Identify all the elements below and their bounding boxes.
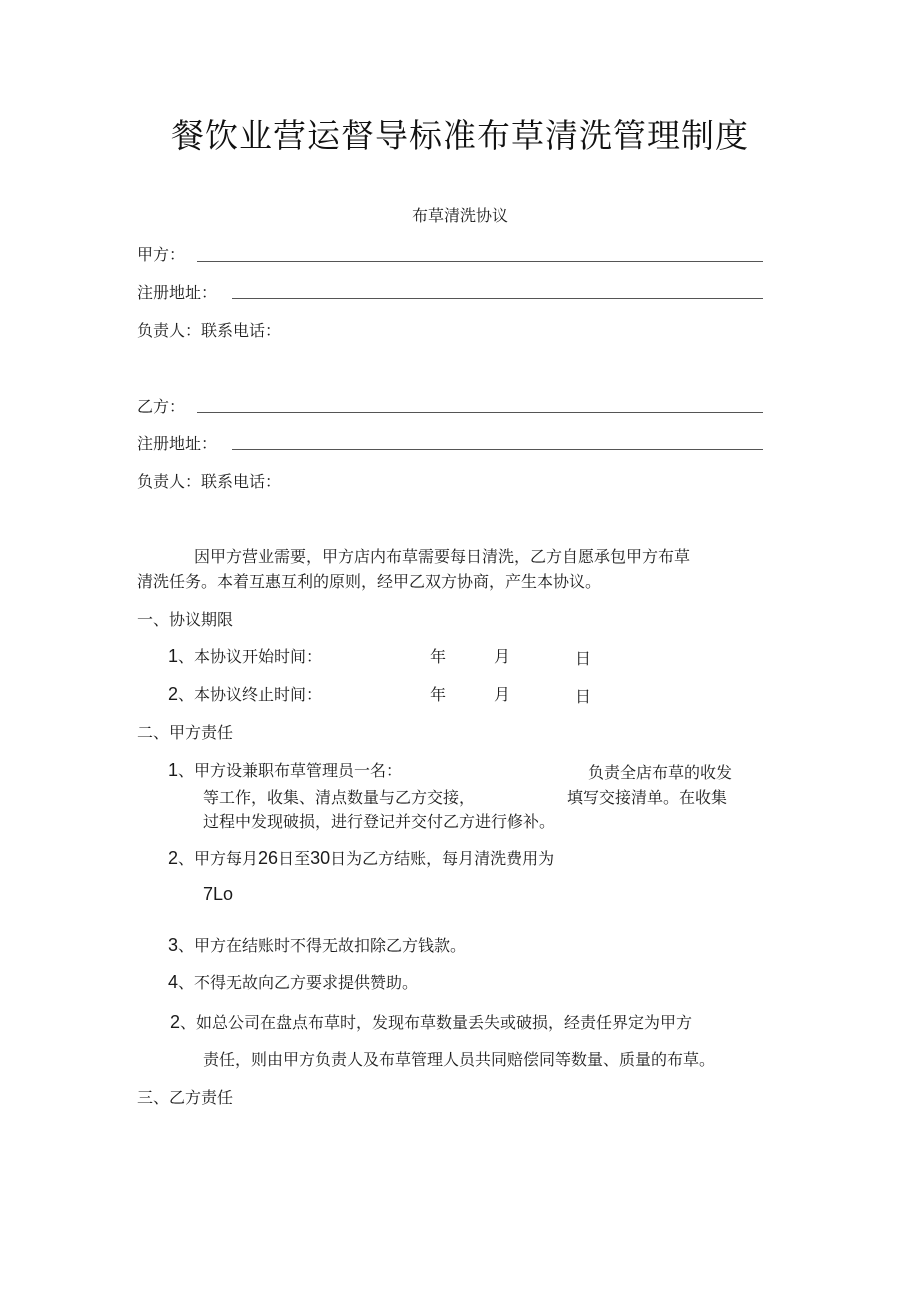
a-duty-1-number: 1 bbox=[168, 760, 179, 780]
a-duty-3-number: 3 bbox=[168, 935, 179, 955]
a-duty-1-line-2b: 填写交接清单。在收集 bbox=[567, 788, 728, 807]
term-start-line bbox=[168, 644, 322, 667]
a-duty-5-line-2: 责任，则由甲方负责人及布草管理人员共同赔偿同等数量、质量的布草。 bbox=[203, 1050, 716, 1069]
a-duty-4-text: 、不得无故向乙方要求提供赞助。 bbox=[178, 973, 419, 992]
party-a-contact-label: 负责人：联系电话： bbox=[137, 321, 282, 340]
a-duty-1-text-1a: 、甲方设兼职布草管理员一名： bbox=[178, 761, 403, 780]
party-b-address-label: 注册地址： bbox=[137, 434, 218, 453]
agreement-subtitle: 布草清洗协议 bbox=[411, 206, 508, 225]
a-duty-5-number: 2 bbox=[170, 1012, 181, 1032]
monthly-fee-value: 7Lo bbox=[203, 884, 234, 904]
section-3-heading: 三、乙方责任 bbox=[137, 1088, 234, 1107]
term-end-label: 、本协议终止时间： bbox=[178, 685, 323, 704]
party-a-address-blank-line bbox=[232, 298, 763, 299]
settle-end-day: 30 bbox=[310, 848, 331, 868]
a-duty-1-line-3: 过程中发现破损，进行登记并交付乙方进行修补。 bbox=[203, 812, 556, 831]
term-start-day: 日 bbox=[575, 649, 592, 668]
a-duty-4-number: 4 bbox=[168, 972, 179, 992]
a-duty-5-line-1 bbox=[170, 1010, 692, 1033]
a-duty-2-number: 2 bbox=[168, 848, 179, 868]
party-b-address-blank-line bbox=[232, 449, 763, 450]
term-start-month: 月 bbox=[494, 647, 511, 666]
settle-start-day: 26 bbox=[258, 848, 279, 868]
term-start-label: 、本协议开始时间： bbox=[178, 647, 323, 666]
intro-line-2: 清洗任务。本着互惠互利的原则，经甲乙双方协商，产生本协议。 bbox=[137, 572, 602, 591]
a-duty-3-text: 、甲方在结账时不得无故扣除乙方钱款。 bbox=[178, 936, 467, 955]
party-a-blank-line bbox=[197, 261, 763, 262]
a-duty-1-line-1b: 负责全店布草的收发 bbox=[588, 763, 733, 782]
party-a-address-label: 注册地址： bbox=[137, 283, 218, 302]
section-2-heading: 二、甲方责任 bbox=[137, 723, 234, 742]
party-b-blank-line bbox=[197, 412, 763, 413]
a-duty-1-line-1a bbox=[168, 758, 402, 781]
party-b-label: 乙方： bbox=[137, 397, 186, 416]
a-duty-5-text-1: 、如总公司在盘点布草时，发现布草数量丢失或破损，经责任界定为甲方 bbox=[180, 1013, 693, 1032]
a-duty-2-line bbox=[168, 846, 554, 869]
term-end-line bbox=[168, 682, 322, 705]
term-end-number: 2 bbox=[168, 684, 179, 704]
a-duty-4-line bbox=[168, 970, 418, 993]
term-end-month: 月 bbox=[494, 685, 511, 704]
a-duty-3-line bbox=[168, 933, 466, 956]
document-title: 餐饮业营运督导标准布草清洗管理制度 bbox=[171, 116, 749, 155]
term-end-day: 日 bbox=[575, 687, 592, 706]
party-a-label: 甲方： bbox=[137, 245, 186, 264]
a-duty-1-line-2a: 等工作，收集、清点数量与乙方交接， bbox=[203, 788, 476, 807]
term-start-year: 年 bbox=[430, 647, 447, 666]
a-duty-2-text-3: 日为乙方结账，每月清洗费用为 bbox=[330, 849, 555, 868]
section-1-heading: 一、协议期限 bbox=[137, 610, 234, 629]
a-duty-2-text-2: 日至 bbox=[278, 849, 311, 868]
term-end-year: 年 bbox=[430, 685, 447, 704]
a-duty-2-text-1: 、甲方每月 bbox=[178, 849, 259, 868]
term-start-number: 1 bbox=[168, 646, 179, 666]
intro-line-1: 因甲方营业需要，甲方店内布草需要每日清洗，乙方自愿承包甲方布草 bbox=[194, 547, 691, 566]
party-b-contact-label: 负责人：联系电话： bbox=[137, 472, 282, 491]
